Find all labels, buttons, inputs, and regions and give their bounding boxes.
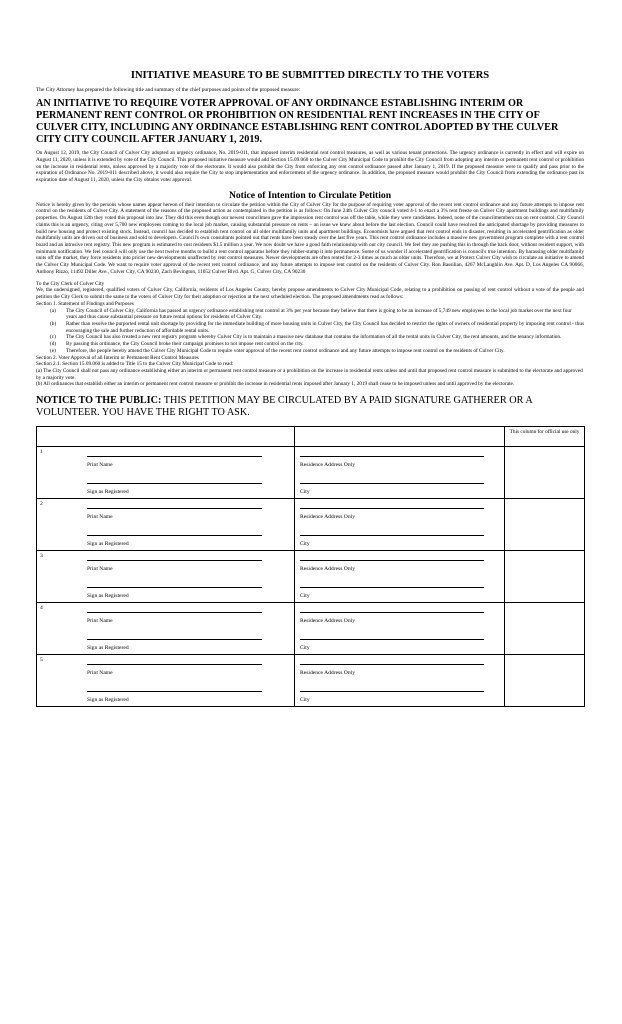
notice-heading: Notice of Intention to Circulate Petition	[228, 189, 392, 201]
city-label: City	[300, 488, 310, 495]
section1-heading: Section 1. Statement of Findings and Purposes	[36, 300, 134, 307]
section2-heading: Section 2. Voter Approval of all Interim or Permanent Rent Control Measures	[36, 354, 199, 361]
print-name-label: Print Name	[87, 617, 113, 624]
address-label: Residence Address Only	[300, 513, 355, 520]
section21-b: (b) All ordinances that establish either an interim or permanent rent control measure or prohibit the increase in residential rents imposed after January 1, 2019 shall cease to be imposed unless and until approved by the electorate.	[36, 381, 515, 388]
signer-address-cell[interactable]	[295, 498, 505, 550]
signature-row	[37, 498, 585, 550]
official-use-cell	[505, 550, 585, 602]
page-title: INITIATIVE MEASURE TO BE SUBMITTED DIRECTLY TO THE VOTERS	[130, 70, 490, 81]
finding-item	[36, 341, 584, 348]
city-line[interactable]	[300, 587, 484, 588]
address-label: Residence Address Only	[300, 617, 355, 624]
signer-name-cell[interactable]	[37, 446, 295, 498]
address-line[interactable]	[300, 456, 484, 457]
petition-paragraph: We, the undersigned, registered, qualified voters of Culver City, California, residents of Los Angeles County, hereby propose amendments to Culver City Municipal Code, relating to a prohibition on passing of rent control without a vote of the people and petition the City Clerk to submit the same to the voters of Culver City for their adoption or rejection at the next scheduled election. The proposed amendments read as follows:	[36, 287, 584, 301]
row-number: 1	[40, 448, 43, 455]
sign-label: Sign as Registered	[87, 644, 129, 651]
print-name-label: Print Name	[87, 461, 113, 468]
header-cell	[295, 426, 505, 446]
city-line[interactable]	[300, 535, 484, 536]
finding-text: By passing this ordinance, the City Council broke their campaign promises to not impose rent control on the city.	[66, 341, 304, 348]
petition-page	[36, 70, 584, 707]
public-notice-text: THIS PETITION MAY BE CIRCULATED BY A PAID SIGNATURE GATHERER OR A VOLUNTEER. YOU HAVE THE RIGHT TO ASK.	[36, 395, 533, 419]
finding-label: (e)	[50, 347, 56, 354]
signature-line[interactable]	[87, 483, 262, 484]
city-line[interactable]	[300, 639, 484, 640]
finding-label: (d)	[50, 341, 57, 348]
signer-name-cell[interactable]	[37, 654, 295, 706]
print-name-line[interactable]	[87, 664, 262, 665]
header-cell	[37, 426, 295, 446]
print-name-label: Print Name	[87, 513, 113, 520]
finding-item	[36, 334, 584, 341]
signature-table	[36, 426, 585, 707]
print-name-line[interactable]	[87, 456, 262, 457]
finding-text: The City Council of Culver City, California has passed an urgency ordinance establishing rent control at 3% per year because they believe that there is going to be an increase of 5,749 new employees to the local job market over the next four years and thus cause substantial pressure on future rental options for residents of Culver City.	[66, 307, 572, 321]
row-number: 2	[40, 500, 43, 507]
address-label: Residence Address Only	[300, 461, 355, 468]
signature-row	[37, 446, 585, 498]
finding-item	[36, 308, 584, 321]
address-line[interactable]	[300, 612, 484, 613]
finding-item	[36, 348, 584, 355]
row-number: 3	[40, 552, 43, 559]
summary-paragraph: On August 12, 2019, the City Council of Culver City adopted an urgency ordinance, No. 2019-011, that imposed interim residential rent control measures, as well as various tenant protections. The urgency ordinance is currently in effect and will expire on August 11, 2020, unless it is extended by vote of the City Council. This proposed initiative measure would add Section 15.09.060 to the Culver City Municipal Code to prohibit the City Council from adopting any interim or permanent rent control or prohibition on the increase in residential rents, unless approved by a majority vote of the electorate. It would also prohibit the City from enforcing any rent control ordinance passed after January 1, 2019. If the proposed measure were to qualify and pass prior to the expiration of Ordinance No. 2019-011 described above, it would also require the City to stop implementation and enforcement of the urgency ordinance. In addition, the proposed measure would prohibit the City Council from extending the ordinance past its expiration date of August 11, 2020, unless the City obtains voter approval.	[36, 150, 584, 184]
finding-label: (c)	[50, 334, 56, 341]
row-number: 4	[40, 604, 43, 611]
signature-line[interactable]	[87, 587, 262, 588]
to-clerk-line: To the City Clerk of Culver City	[36, 280, 105, 287]
finding-label: (a)	[50, 307, 56, 314]
print-name-label: Print Name	[87, 669, 113, 676]
address-line[interactable]	[300, 560, 484, 561]
signer-address-cell[interactable]	[295, 654, 505, 706]
official-use-cell	[505, 498, 585, 550]
public-notice-label: NOTICE TO THE PUBLIC:	[36, 395, 162, 407]
address-label: Residence Address Only	[300, 669, 355, 676]
public-notice	[36, 395, 584, 419]
signature-row	[37, 550, 585, 602]
signature-table-header	[37, 426, 585, 446]
signer-name-cell[interactable]	[37, 550, 295, 602]
address-line[interactable]	[300, 508, 484, 509]
city-line[interactable]	[300, 691, 484, 692]
signer-name-cell[interactable]	[37, 602, 295, 654]
finding-text: Rather than resolve the purported rental unit shortage by providing for the immediate building of more housing units in Culver City, the City Council has decided to restrict the rights of owners of residential property by imposing rent control - thus encouraging the sale and further reduction of affordable rental units.	[66, 320, 584, 334]
city-label: City	[300, 540, 310, 547]
finding-label: (b)	[50, 320, 57, 327]
city-line[interactable]	[300, 483, 484, 484]
address-label: Residence Address Only	[300, 565, 355, 572]
print-name-line[interactable]	[87, 560, 262, 561]
row-number: 5	[40, 656, 43, 663]
section21-heading: Section 2.1. Section 15.09.060 is added to Title 15 to the Culver City Municipal Code to read:	[36, 361, 234, 368]
notice-paragraph: Notice is hereby given by the persons whose names appear hereon of their intention to circulate the petition within the City of Culver City for the purpose of requiring voter approval of the recent rent control ordinance and any future attempts to impose rent control on the residents of Culver City. A statement of the reasons of the proposed action as contemplated in the petition is as follows: On June 24th Culver City council voted 4-1 to enact a 3% rent freeze on Culver City apartment buildings and multifamily properties. On August 12th they voted this proposal into law. They did this even though our newest councilmen gave the impression rent control was off the table, while they were candidates. Indeed, none of the councilmembers ran on rent control. City Council claims this is an urgency, citing over 5,700 new employees coming to the local job market, causing substantial pressure on rents – an issue we knew about before the last election. Council could have resolved the anticipated shortage by providing measures to build new housing and protect existing stock. Instead, council has decided to establish rent control on all older multifamily units and apartment buildings. Economists have argued that rent control ends in disaster, resulting in accelerated gentrification as older multifamily units are driven out of business and sold to developers. Council's own consultants pointed out that rents have been steady over the last five years. This rent control ordinance includes a massive new government program complete with a rent control board and an intrusive rent registry. This new program is estimated to cost residents $1.5 million a year. We now doubt we have a good faith relationship with our city council. We feel they are pushing this in through the back door, without resident support, with minimum notification. We feel council will only use the next twelve months to build a rent control apparatus before they rubber-stamp it into permanence. Some of us wonder if accelerated gentrification is council's true intention. By harassing older multifamily units off the market, they force residents into pricier new developments unaffected by rent control measures. Newer developments are often rented for 2-3 times as much as older units. Therefore, we at Protect Culver City wish to circulate an initiative to amend the Culver City Municipal Code. We want to require voter approval of the recent rent control ordinance, and any future attempts to impose rent control on the residents of Culver City. Ron Bassilian, 4267 McLaughlin Ave. Apt. D, Los Angeles CA 90066, Anthony Rizzo, 11492 Diller Ave., Culver City, CA 90230, Zach Bevington, 11052 Culver Blvd. Apt. G, Culver City, CA 90230	[36, 201, 584, 275]
finding-text: Therefore, the people hereby amend the Culver City Municipal Code to require voter approval of the recent rent control ordinance and any future attempts to impose rent control on the residents of Culver City.	[66, 347, 505, 354]
city-label: City	[300, 644, 310, 651]
signer-address-cell[interactable]	[295, 602, 505, 654]
address-line[interactable]	[300, 664, 484, 665]
official-use-cell	[505, 446, 585, 498]
signature-line[interactable]	[87, 535, 262, 536]
print-name-label: Print Name	[87, 565, 113, 572]
official-use-header: This column for official use only	[505, 426, 585, 446]
print-name-line[interactable]	[87, 612, 262, 613]
sign-label: Sign as Registered	[87, 540, 129, 547]
city-label: City	[300, 592, 310, 599]
signature-line[interactable]	[87, 639, 262, 640]
finding-text: The City Council has also created a new rent registry program whereby Culver City is to maintain a massive new database that contains the information of all the rental units in Culver City, the rent amounts, and the tenancy information.	[66, 334, 562, 341]
signer-name-cell[interactable]	[37, 498, 295, 550]
signer-address-cell[interactable]	[295, 550, 505, 602]
city-label: City	[300, 696, 310, 703]
signer-address-cell[interactable]	[295, 446, 505, 498]
signature-row	[37, 654, 585, 706]
official-use-cell	[505, 654, 585, 706]
signature-line[interactable]	[87, 691, 262, 692]
signature-row	[37, 602, 585, 654]
finding-item	[36, 321, 584, 334]
sign-label: Sign as Registered	[87, 696, 129, 703]
measure-title: AN INITIATIVE TO REQUIRE VOTER APPROVAL OF ANY ORDINANCE ESTABLISHING INTERIM OR PERMANENT RENT CONTROL OR PROHIBITION ON RESIDENTIAL RENT INCREASES IN THE CITY OF CULVER CITY, INCLUDING ANY ORDINANCE ESTABLISHING RENT CONTROL ADOPTED BY THE CULVER CITY CITY COUNCIL AFTER JANUARY 1, 2019.	[36, 98, 559, 146]
section21-a: (a) The City Council shall not pass any ordinance establishing either an interim or permanent rent control measure or a prohibition on the increase in residential rents unless and until that proposed rent control measure is submitted to the electorate and approved by a majority vote.	[36, 367, 583, 381]
sign-label: Sign as Registered	[87, 488, 129, 495]
official-use-cell	[505, 602, 585, 654]
print-name-line[interactable]	[87, 508, 262, 509]
intro-text: The City Attorney has prepared the following title and summary of the chief purposes and points of the proposed measure:	[36, 87, 301, 93]
sign-label: Sign as Registered	[87, 592, 129, 599]
findings-list	[36, 308, 584, 355]
